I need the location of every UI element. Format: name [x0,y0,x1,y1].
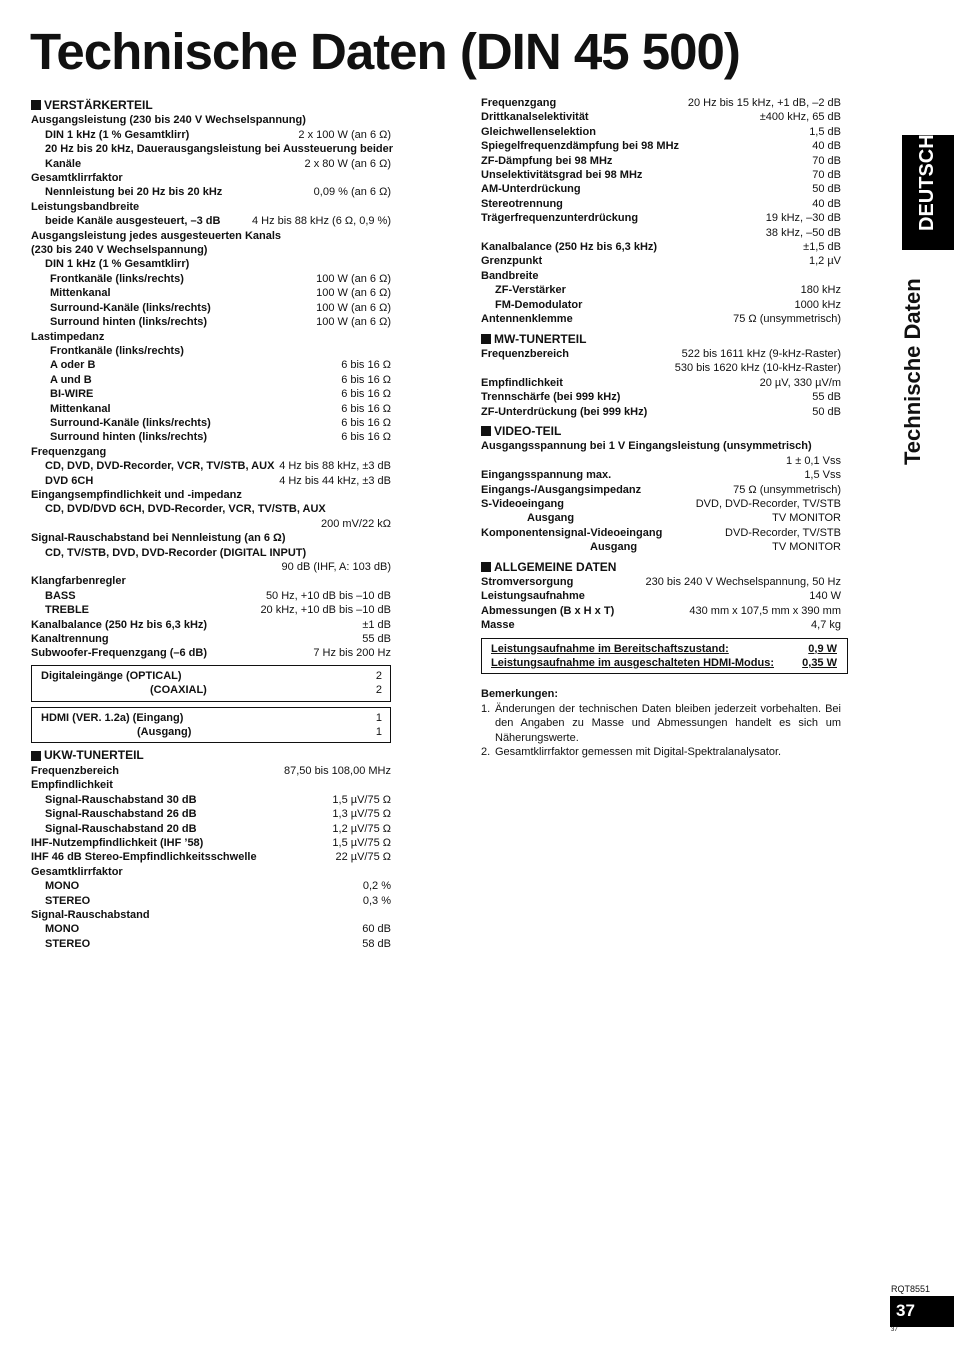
spec-row: HDMI (VER. 1.2a) (Eingang) 1 [41,711,382,724]
left-column [31,96,394,951]
page-number-box [890,1296,954,1327]
language-tab [902,135,954,250]
spec-heading: Gesamtklirrfaktor [31,172,123,185]
spec-row: Frequenzbereich 87,50 bis 108,00 MHz [31,764,391,777]
spec-row: beide Kanäle ausgesteuert, –3 dB 4 Hz bis 88 kHz (6 Ω, 0,9 %) [45,215,391,228]
spec-heading: CD, TV/STB, DVD, DVD-Recorder (DIGITAL INPUT) [45,546,307,559]
section-heading: MW-TUNERTEIL [494,331,587,346]
spec-heading: DIN 1 kHz (1 % Gesamtklirr) [45,258,190,271]
spec-row: Trägerfrequenzunterdrückung 19 kHz, –30 dB [481,212,841,225]
square-bullet-icon [31,751,41,761]
spec-row: Surround-Kanäle (links/rechts) 6 bis 16 Ω [50,416,391,429]
spec-row: Kanäle 2 x 80 W (an 6 Ω) [45,157,391,170]
spec-row: Antennenklemme 75 Ω (unsymmetrisch) [481,313,841,326]
spec-heading: Empfindlichkeit [31,779,113,792]
spec-heading: Ausgangsspannung bei 1 V Eingangsleistung (unsymmetrisch) [481,440,812,453]
spec-heading: Frontkanäle (links/rechts) [50,344,184,357]
spec-row: Empfindlichkeit 20 µV, 330 µV/m [481,376,841,389]
spec-row: Ausgang TV MONITOR [590,541,841,554]
spec-row: STEREO 0,3 % [45,894,391,907]
page-number: 37 [896,1301,915,1320]
side-section-title: Technische Daten [900,278,925,465]
spec-row: Ausgang TV MONITOR [527,512,841,525]
spec-row: Surround-Kanäle (links/rechts) 100 W (an 6 Ω) [50,301,391,314]
spec-row: Kanalbalance (250 Hz bis 6,3 kHz) ±1 dB [31,618,391,631]
spec-row: ZF-Dämpfung bei 98 MHz 70 dB [481,154,841,167]
spec-heading: Frequenzgang [31,445,107,458]
spec-row: Frontkanäle (links/rechts) 100 W (an 6 Ω) [50,272,391,285]
note-item: 1. Änderungen der technischen Daten bleiben jederzeit vorbehalten. Bei den Angaben zu Masse und Abmessungen handelt es sich um Näherungswerte. [481,702,841,744]
spec-value: 530 bis 1620 kHz (10-kHz-Raster) [674,362,841,375]
spec-row: TREBLE 20 kHz, +10 dB bis –10 dB [45,604,391,617]
digital-inputs-box [31,665,391,702]
spec-row: IHF-Nutzempfindlichkeit (IHF ’58) 1,5 µV/75 Ω [31,836,391,849]
spec-row: Masse 4,7 kg [481,619,841,632]
spec-heading: Bandbreite [481,269,539,282]
spec-row: Leistungsaufnahme im ausgeschalteten HDMI-Modus: 0,35 W [491,657,837,670]
spec-row: Komponentensignal-Videoeingang DVD-Recorder, TV/STB [481,526,841,539]
spec-row: Signal-Rauschabstand 20 dB 1,2 µV/75 Ω [45,822,391,835]
section-mw-tuner [481,332,841,346]
spec-row: CD, DVD, DVD-Recorder, VCR, TV/STB, AUX 4 Hz bis 88 kHz, ±3 dB [45,460,391,473]
spec-heading: Ausgangsleistung jedes ausgesteuerten Kanals [31,229,282,242]
spec-row: Eingangs-/Ausgangsimpedanz 75 Ω (unsymmetrisch) [481,483,841,496]
hdmi-box [31,707,391,744]
spec-row: Kanalbalance (250 Hz bis 6,3 kHz) ±1,5 dB [481,241,841,254]
language-label: DEUTSCH [916,134,938,231]
spec-row: FM-Demodulator 1000 kHz [495,298,841,311]
spec-heading: Signal-Rauschabstand bei Nennleistung (an 6 Ω) [31,532,286,545]
spec-row: Mittenkanal 6 bis 16 Ω [50,402,391,415]
section-video [481,424,841,438]
right-column [481,96,841,759]
spec-row: Trennschärfe (bei 999 kHz) 55 dB [481,391,841,404]
spec-row: (COAXIAL) 2 [150,684,382,697]
spec-row: Nennleistung bei 20 Hz bis 20 kHz 0,09 % (an 6 Ω) [45,186,391,199]
section-heading: ALLGEMEINE DATEN [494,559,617,574]
spec-row: ZF-Unterdrückung (bei 999 kHz) 50 dB [481,405,841,418]
spec-row: Abmessungen (B x H x T) 430 mm x 107,5 mm x 390 mm [481,604,841,617]
section-heading: UKW-TUNERTEIL [44,748,144,763]
spec-row: Leistungsaufnahme 140 W [481,590,841,603]
spec-heading: Eingangsempfindlichkeit und -impedanz [31,488,242,501]
spec-row: ZF-Verstärker 180 kHz [495,284,841,297]
spec-heading: Leistungsbandbreite [31,200,140,213]
spec-heading: (230 bis 240 V Wechselspannung) [31,244,208,257]
spec-row: Signal-Rauschabstand 26 dB 1,3 µV/75 Ω [45,808,391,821]
section-heading: VIDEO-TEIL [494,423,562,438]
section-amplifier [31,98,391,112]
square-bullet-icon [31,100,41,110]
spec-row: Frequenzgang 20 Hz bis 15 kHz, +1 dB, –2 dB [481,97,841,109]
spec-row: Kanaltrennung 55 dB [31,633,391,646]
spec-row: IHF 46 dB Stereo-Empfindlichkeitsschwelle 22 µV/75 Ω [31,851,391,864]
spec-heading: 20 Hz bis 20 kHz, Dauerausgangsleistung bei Aussteuerung beider [45,143,394,156]
spec-row: STEREO 58 dB [45,937,391,950]
spec-row: Leistungsaufnahme im Bereitschaftszustand: 0,9 W [491,642,837,655]
section-fm-tuner [31,748,391,762]
spec-row: BI-WIRE 6 bis 16 Ω [50,388,391,401]
power-consumption-box [481,638,848,675]
spec-row: Gleichwellenselektion 1,5 dB [481,125,841,138]
spec-heading: Ausgangsleistung (230 bis 240 V Wechselspannung) [31,114,306,127]
spec-heading: Lastimpedanz [31,330,105,343]
spec-row: Grenzpunkt 1,2 µV [481,255,841,268]
spec-row: Stromversorgung 230 bis 240 V Wechselspannung, 50 Hz [481,576,841,588]
spec-row: Stereotrennung 40 dB [481,197,841,210]
page-number-small: 37 [891,1327,898,1333]
spec-row: A und B 6 bis 16 Ω [50,373,391,386]
spec-heading: Klangfarbenregler [31,575,126,588]
spec-row: MONO 60 dB [45,923,391,936]
square-bullet-icon [481,562,491,572]
spec-value: 90 dB (IHF, A: 103 dB) [281,561,391,573]
spec-row: DIN 1 kHz (1 % Gesamtklirr) 2 x 100 W (an 6 Ω) [45,128,391,141]
spec-row: Unselektivitätsgrad bei 98 MHz 70 dB [481,169,841,182]
spec-row: Frequenzbereich 522 bis 1611 kHz (9-kHz-Raster) [481,347,841,360]
spec-row: (Ausgang) 1 [137,726,382,739]
spec-row: Surround hinten (links/rechts) 6 bis 16 Ω [50,431,391,444]
spec-row: AM-Unterdrückung 50 dB [481,183,841,196]
notes-heading: Bemerkungen: [481,688,559,701]
spec-row: BASS 50 Hz, +10 dB bis –10 dB [45,589,391,602]
square-bullet-icon [481,426,491,436]
note-item: 2. Gesamtklirrfaktor gemessen mit Digital-Spektralanalysator. [481,746,782,759]
spec-row: DVD 6CH 4 Hz bis 44 kHz, ±3 dB [45,474,391,487]
spec-heading: Gesamtklirrfaktor [31,865,123,878]
spec-value: 38 kHz, –50 dB [765,226,841,239]
document-code: RQT8551 [891,1284,931,1294]
spec-row: Subwoofer-Frequenzgang (–6 dB) 7 Hz bis 200 Hz [31,647,391,660]
spec-row: Spiegelfrequenzdämpfung bei 98 MHz 40 dB [481,140,841,153]
spec-row: Signal-Rauschabstand 30 dB 1,5 µV/75 Ω [45,793,391,806]
spec-value: 1 ± 0,1 Vss [786,454,841,467]
notes [481,687,841,759]
spec-row: S-Videoeingang DVD, DVD-Recorder, TV/STB [481,497,841,510]
spec-row: A oder B 6 bis 16 Ω [50,359,391,372]
section-heading: VERSTÄRKERTEIL [44,98,153,112]
page-title: Technische Daten (DIN 45 500) [30,23,740,80]
section-general [481,560,841,574]
spec-heading: Signal-Rauschabstand [31,908,150,921]
spec-row: Digitaleingänge (OPTICAL) 2 [41,669,382,682]
spec-row: Surround hinten (links/rechts) 100 W (an 6 Ω) [50,316,391,329]
spec-row: Eingangsspannung max. 1,5 Vss [481,469,841,482]
square-bullet-icon [481,334,491,344]
spec-heading: CD, DVD/DVD 6CH, DVD-Recorder, VCR, TV/STB, AUX [45,503,326,516]
spec-value: 200 mV/22 kΩ [321,517,391,530]
spec-row: Drittkanalselektivität ±400 kHz, 65 dB [481,111,841,124]
spec-row: Mittenkanal 100 W (an 6 Ω) [50,287,391,300]
spec-row: MONO 0,2 % [45,880,391,893]
